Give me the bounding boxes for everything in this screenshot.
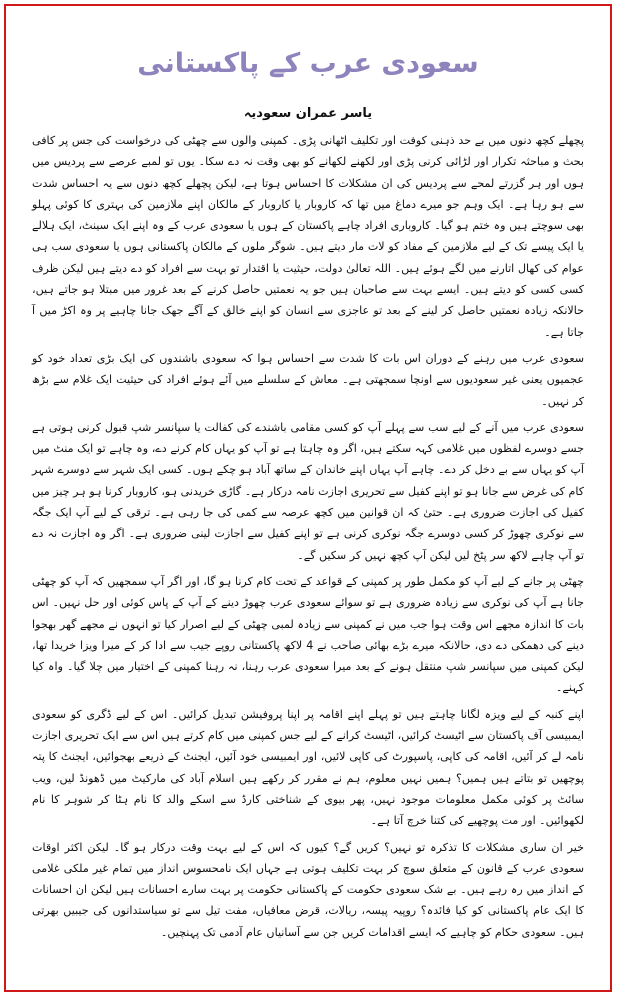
article-paragraph: چھٹی پر جانے کے لیے آپ کو مکمل طور پر کمپنی کے قواعد کے تحت کام کرنا ہو گا، اور اگر آپ سمجھیں کہ آپ کو چھٹی جانا ہے آپ کی نوکری سے زیادہ ضروری ہے تو سوائے سعودی عرب چھوڑ دینے کے آپ کے پاس کوئی اور حل نہیں۔ اس بات کا اندازہ مجھے اس وقت ہوا جب میں نے کمپنی سے زیادہ لمبی چھٹی کے لیے اصرار کیا تو انہوں نے مجھے گھر بھجوا دینے کی دھمکی دے دی، حالانکہ میرے بڑے بھائی صاحب نے 4 لاکھ پاکستانی روپے جیب سے ادا کر کے میرا ویزا خریدا تھا، لیکن کمپنی میں سپانسر شپ منتقل ہونے کے بعد میرا سعودی عرب رہنا، نہ رہنا کمپنی کے اختیار میں چلا گیا۔ واہ کیا کہنے۔ (32, 574, 584, 695)
article-frame (4, 4, 612, 992)
article-paragraph: اپنے کنبہ کے لیے ویزہ لگانا چاہتے ہیں تو پہلے اپنے اقامہ پر اپنا پروفیشن تبدیل کرائیں۔ اس کے لیے ڈگری کو سعودی ایمبیسی آف پاکستان سے اٹیسٹ کرائیں، اٹیسٹ کرانے کے لیے جس کمپنی میں کام کرتے ہیں اس سے ایک تحریری اجازت نامہ لے کر آئیں، اقامہ کی کاپی، پاسپورٹ کی کاپی لائیں، اور ایمبیسی خود آئیں، ایجنٹ کے ذریعے بھجوائیں، ایجنٹ کا پتہ پوچھیں تو بتاتے ہیں ہمیں؟ ہمیں نہیں معلوم، ہم نے مقرر کر رکھے ہیں اسلام آباد کی مارکیٹ میں ڈھونڈ لیں، ویب سائٹ پر کوئی مکمل معلومات موجود نہیں، پھر بیوی کے شناختی کارڈ سے اسکے والد کا نام ہٹا کر شوہر کا نام لکھوائیں۔ اور مت پوچھیے کی کتنا خرچ آتا ہے۔ (32, 707, 584, 828)
article-paragraph: پچھلے کچھ دنوں میں بے حد ذہنی کوفت اور تکلیف اٹھانی پڑی۔ کمپنی والوں سے چھٹی کی درخواست کی جس پر کافی بحث و مباحثہ تکرار اور لڑائی کرنی پڑی اور لکھنے لکھانے کو بھی وقت نہ دے سکا۔ یوں تو لمبے عرصے سے پردیس میں ہوں اور ہر گزرتے لمحے سے پردیس کی ان مشکلات کا احساس ہوتا ہے، لیکن پچھلے کچھ دنوں سے یہ احساس شدت سے ہو رہا ہے۔ ایک وہم جو میرے دماغ میں تھا کہ کاروبار یا کاروبار کے مالکان اپنے ملازمین کی بہتری کا کوئی پہلو بھی سوچتے ہیں وہ ختم ہو گیا۔ کاروباری افراد چاہے پاکستان کے ہوں یا سعودی عرب کے وہ اپنے ایک سینٹ، ایک ہلالے یا ایک پیسے تک کے لیے ملازمین کے مفاد کو لات مار دیتے ہیں۔ شوگر ملوں کے مالکان پاکستانی ہوں یا سعودی سب ہی عوام کی کھال اتارنے میں لگے ہوئے ہیں۔ اللہ تعالیٰ دولت، حیثیت یا اقتدار تو بہت سے افراد کو دے دیتے ہیں لیکن ظرف کسی کسی کو دیتے ہیں۔ ایسے بہت سے صاحبان ہیں جو یہ نعمتیں حاصل کرنے کے بعد غرور میں مبتلا ہو جاتے ہیں، حالانکہ زیادہ نعمتیں حاصل کر لینے کے بعد تو عاجزی سے انسان کو اپنے خالق کے آگے جھک جانا چاہیے پر وہ اکڑ میں آ جاتا ہے۔ (32, 134, 584, 339)
article-paragraph: خیر ان ساری مشکلات کا تذکرہ تو نہیں؟ کریں گے؟ کیوں کہ اس کے لیے بہت وقت درکار ہو گا۔ لیکن اکثر اوقات سعودی عرب کے قانون کے متعلق سوچ کر بہت تکلیف ہوتی ہے جہاں ایک نامحسوس انداز میں تمام غیر ملکی غلامی کے انداز میں رہ رہے ہیں۔ بے شک سعودی حکومت کے پاکستانی حکومت پر بہت سارے احسانات ہیں لیکن ان احسانات کا ایک عام پاکستانی کو کیا فائدہ؟ روپیہ پیسہ، ریالات، قرض معافیاں، مفت تیل سے تو سیاستدانوں کی جیبیں بھرتی ہیں۔ سعودی حکام کو چاہیے کہ ایسے اقدامات کریں جن سے آسانیاں عام آدمی تک پہنچیں۔ (32, 840, 584, 939)
article-paragraph: سعودی عرب میں رہنے کے دوران اس بات کا شدت سے احساس ہوا کہ سعودی باشندوں کی ایک بڑی تعداد خود کو عجمیوں یعنی غیر سعودیوں سے اونچا سمجھتی ہے۔ معاش کے سلسلے میں آئے ہوئے افراد کی حیثیت ایک غلام سے بڑھ کر نہیں۔ (32, 351, 584, 408)
article-title: سعودی عرب کے پاکستانی (137, 48, 479, 79)
article-author: یاسر عمران سعودیہ (243, 106, 373, 121)
article-paragraph: سعودی عرب میں آنے کے لیے سب سے پہلے آپ کو کسی مقامی باشندے کی کفالت یا سپانسر شپ قبول کرنی ہوتی ہے جسے دوسرے لفظوں میں غلامی کہہ سکتے ہیں، اگر وہ چاہتا ہے تو آپ کو یہاں کام کرنے دے، وہ چاہے تو ایک منٹ میں آپ کو یہاں سے بے دخل کر دے۔ چاہے آپ یہاں اپنے خاندان کے ساتھ آباد ہو چکے ہوں۔ کسی ایک شہر سے دوسرے شہر کام کی غرض سے جانا ہو تو اپنے کفیل سے تحریری اجازت نامہ درکار ہے۔ گاڑی خریدنی ہو، کاروبار کرنا ہو ہر چیز میں کفیل کی اجازت ضروری ہے۔ حتیٰ کہ ان قوانین میں کچھ عرصہ سے کمی کی جا رہی ہے۔ ترقی کے لیے آپ ایک جگہ سے نوکری چھوڑ کر کسی دوسرے جگہ نوکری کرنی ہے تو اپنے کفیل سے اجازت لینی ضروری ہے۔ اگر وہ اجازت نہ دے تو آپ چاہے لاکھ سر پٹخ لیں لیکن آپ کچھ نہیں کر سکیں گے۔ (32, 420, 584, 562)
article-body (32, 130, 584, 948)
